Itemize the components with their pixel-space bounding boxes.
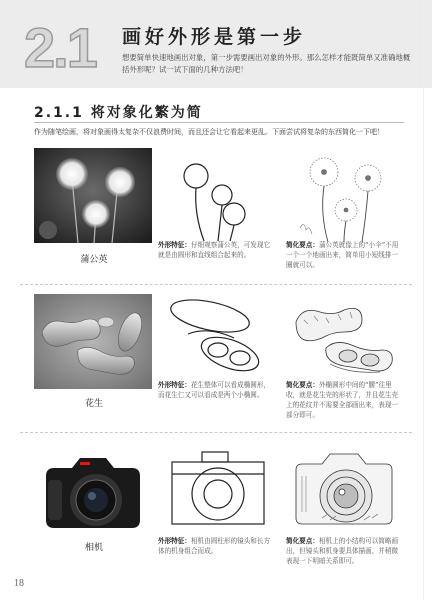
camera-simplify-tip-text: 相机上的小结构可以简略画出，但镜头和机身要具体描画，并稍微表现一下明暗关系即可。 xyxy=(286,537,399,565)
page-number: 18 xyxy=(14,578,24,589)
subsection-rule xyxy=(34,122,404,123)
row-divider xyxy=(20,284,412,285)
camera-label: 相机 xyxy=(84,543,103,553)
camera-simplify-tip-title: 简化要点： xyxy=(286,537,319,545)
peanut-photo xyxy=(34,294,152,389)
peanut-shape-feature-text: 花生整体可以看成椭圆形，而花生仁又可以看成是两个小椭圆。 xyxy=(158,381,271,399)
dandelion-label: 蒲公英 xyxy=(80,255,108,265)
camera-finished-sketch xyxy=(286,440,404,535)
peanut-shape-sketch xyxy=(158,292,276,387)
peanut-simplify-tip xyxy=(286,380,404,420)
row-divider xyxy=(20,432,412,433)
camera-simplify-tip xyxy=(286,536,404,566)
camera-photo xyxy=(34,442,152,537)
dandelion-simplify-tip-title: 简化要点： xyxy=(286,241,319,249)
camera-shape-sketch xyxy=(158,440,276,535)
section-number: 2.1 xyxy=(24,16,96,79)
peanut-finished-sketch xyxy=(286,292,404,387)
dandelion-shape-sketch xyxy=(158,148,276,243)
dandelion-shape-feature xyxy=(158,240,276,260)
peanut-shape-feature-title: 外形特征： xyxy=(158,381,191,389)
camera-shape-feature xyxy=(158,536,276,556)
peanut-shape-feature xyxy=(158,380,276,400)
subsection-title: 2.1.1 将对象化繁为简 xyxy=(34,105,203,121)
dandelion-photo xyxy=(34,148,152,243)
camera-shape-feature-text: 相机由圆柱形的镜头和长方体的机身组合而成。 xyxy=(158,537,271,555)
chapter-description: 想要简单快速地画出对象，第一步需要画出对象的外形。那么怎样才能既简单又准确地概括外形呢？试一试下面的几种方法吧！ xyxy=(122,53,411,74)
dandelion-simplify-tip xyxy=(286,240,404,270)
camera-shape-feature-title: 外形特征： xyxy=(158,537,191,545)
dandelion-simplify-tip-text: 蒲公英就像上的“小伞”不用一个一个地画出来，简单用小短线排一圈就可以。 xyxy=(286,241,399,269)
peanut-simplify-tip-text: 外椭圆形中间的“腰”往里收，就是花生壳的形状了，并且花生壳上的花纹并不需要全部画出来，表现一部分即可。 xyxy=(286,381,399,419)
chapter-title: 画好外形是第一步 xyxy=(122,26,307,48)
dandelion-finished-sketch xyxy=(286,148,404,243)
dandelion-shape-feature-text: 仔细观察蒲公英，可发现它就是由圆形和直线组合起来的。 xyxy=(158,241,271,259)
page-edge-rule xyxy=(423,0,424,600)
dandelion-shape-feature-title: 外形特征： xyxy=(158,241,191,249)
peanut-simplify-tip-title: 简化要点： xyxy=(286,381,319,389)
subsection-intro: 作为随笔绘画，将对象画得太复杂不仅浪费时间，而且还会让它看起来更乱。下面尝试将复杂的东西简化一下吧！ xyxy=(34,128,384,136)
peanut-label: 花生 xyxy=(84,399,103,409)
